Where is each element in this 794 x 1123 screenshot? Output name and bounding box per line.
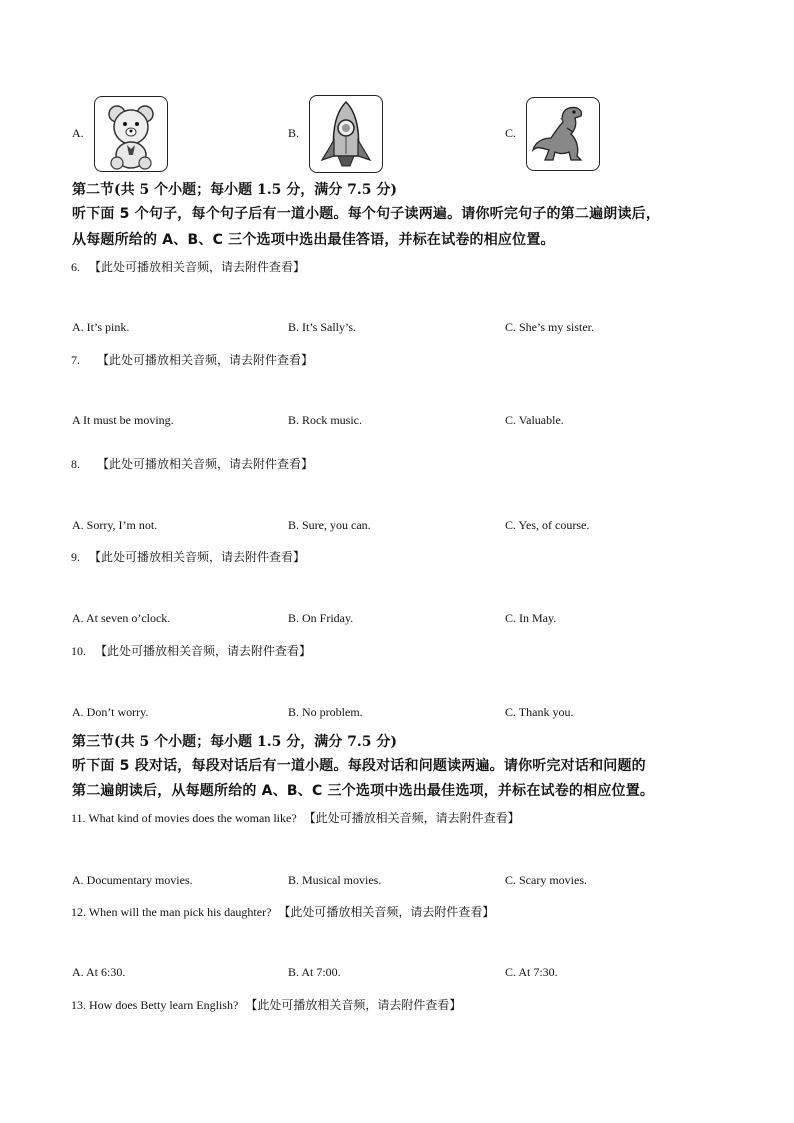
question-7-option-a[interactable]: A It must be moving. xyxy=(72,413,174,427)
picture-option-b-letter: B. xyxy=(288,126,300,140)
question-number: 6. xyxy=(71,260,80,274)
question-number: 13. xyxy=(71,998,86,1012)
question-11-option-a[interactable]: A. Documentary movies. xyxy=(72,873,193,887)
dinosaur-icon xyxy=(526,97,600,171)
question-7-option-c[interactable]: C. Valuable. xyxy=(505,413,564,427)
question-10-option-a[interactable]: A. Don’t worry. xyxy=(72,705,149,719)
question-6-option-a[interactable]: A. It’s pink. xyxy=(72,320,130,334)
question-9 xyxy=(71,548,305,565)
teddy-bear-icon xyxy=(94,96,168,172)
question-text: How does Betty learn English? xyxy=(89,998,239,1012)
section-2-instruction-line-1: 听下面 5 个句子，每个句子后有一道小题。每个句子读两遍。请你听完句子的第二遍朗读后， xyxy=(72,206,661,222)
question-number: 10. xyxy=(71,644,86,658)
question-11-option-b[interactable]: B. Musical movies. xyxy=(288,873,382,887)
question-12 xyxy=(71,903,494,920)
rocket-icon xyxy=(309,95,383,173)
picture-option-c-letter: C. xyxy=(505,126,517,140)
question-9-option-b[interactable]: B. On Friday. xyxy=(288,611,354,625)
question-9-option-a[interactable]: A. At seven o’clock. xyxy=(72,611,171,625)
question-text: When will the man pick his daughter? xyxy=(88,905,272,919)
question-8-option-a[interactable]: A. Sorry, I’m not. xyxy=(72,518,158,532)
audio-note[interactable]: 【此处可播放相关音频，请去附件查看】 xyxy=(97,457,314,471)
question-8 xyxy=(71,455,313,472)
section-2-heading: 第二节(共 5 个小题；每小题 1.5 分，满分 7.5 分) xyxy=(72,182,397,198)
question-9-option-c[interactable]: C. In May. xyxy=(505,611,557,625)
question-11 xyxy=(71,809,520,826)
question-number: 8. xyxy=(71,457,80,471)
question-6 xyxy=(71,258,305,275)
question-12-option-a[interactable]: A. At 6:30. xyxy=(72,965,126,979)
question-number: 9. xyxy=(71,550,80,564)
question-12-option-c[interactable]: C. At 7:30. xyxy=(505,965,558,979)
question-11-option-c[interactable]: C. Scary movies. xyxy=(505,873,587,887)
question-7-option-b[interactable]: B. Rock music. xyxy=(288,413,362,427)
picture-option-a-letter: A. xyxy=(72,126,84,140)
question-6-option-b[interactable]: B. It’s Sally’s. xyxy=(288,320,357,334)
question-10 xyxy=(71,642,311,659)
question-7 xyxy=(71,351,313,368)
section-3-instruction-line-2: 第二遍朗读后，从每题所给的 A、B、C 三个选项中选出最佳选项，并标在试卷的相应位置。 xyxy=(72,783,655,799)
question-8-option-b[interactable]: B. Sure, you can. xyxy=(288,518,371,532)
section-3-heading: 第三节(共 5 个小题；每小题 1.5 分，满分 7.5 分) xyxy=(72,734,397,750)
audio-note[interactable]: 【此处可播放相关音频，请去附件查看】 xyxy=(97,353,314,367)
question-10-option-b[interactable]: B. No problem. xyxy=(288,705,363,719)
audio-note[interactable]: 【此处可播放相关音频，请去附件查看】 xyxy=(245,998,462,1012)
question-number: 7. xyxy=(71,353,80,367)
audio-note[interactable]: 【此处可播放相关音频，请去附件查看】 xyxy=(303,811,520,825)
question-8-option-c[interactable]: C. Yes, of course. xyxy=(505,518,590,532)
question-10-option-c[interactable]: C. Thank you. xyxy=(505,705,574,719)
audio-note[interactable]: 【此处可播放相关音频，请去附件查看】 xyxy=(89,550,306,564)
audio-note[interactable]: 【此处可播放相关音频，请去附件查看】 xyxy=(95,644,312,658)
question-number: 12. xyxy=(71,905,86,919)
audio-note[interactable]: 【此处可播放相关音频，请去附件查看】 xyxy=(89,260,306,274)
question-number: 11. xyxy=(71,811,86,825)
section-2-instruction-line-2: 从每题所给的 A、B、C 三个选项中选出最佳答语，并标在试卷的相应位置。 xyxy=(72,232,555,248)
section-3-instruction-line-1: 听下面 5 段对话，每段对话后有一道小题。每段对话和问题读两遍。请你听完对话和问题的 xyxy=(72,758,646,774)
question-13 xyxy=(71,996,461,1013)
audio-note[interactable]: 【此处可播放相关音频，请去附件查看】 xyxy=(278,905,495,919)
question-12-option-b[interactable]: B. At 7:00. xyxy=(288,965,341,979)
question-6-option-c[interactable]: C. She’s my sister. xyxy=(505,320,595,334)
question-text: What kind of movies does the woman like? xyxy=(88,811,297,825)
